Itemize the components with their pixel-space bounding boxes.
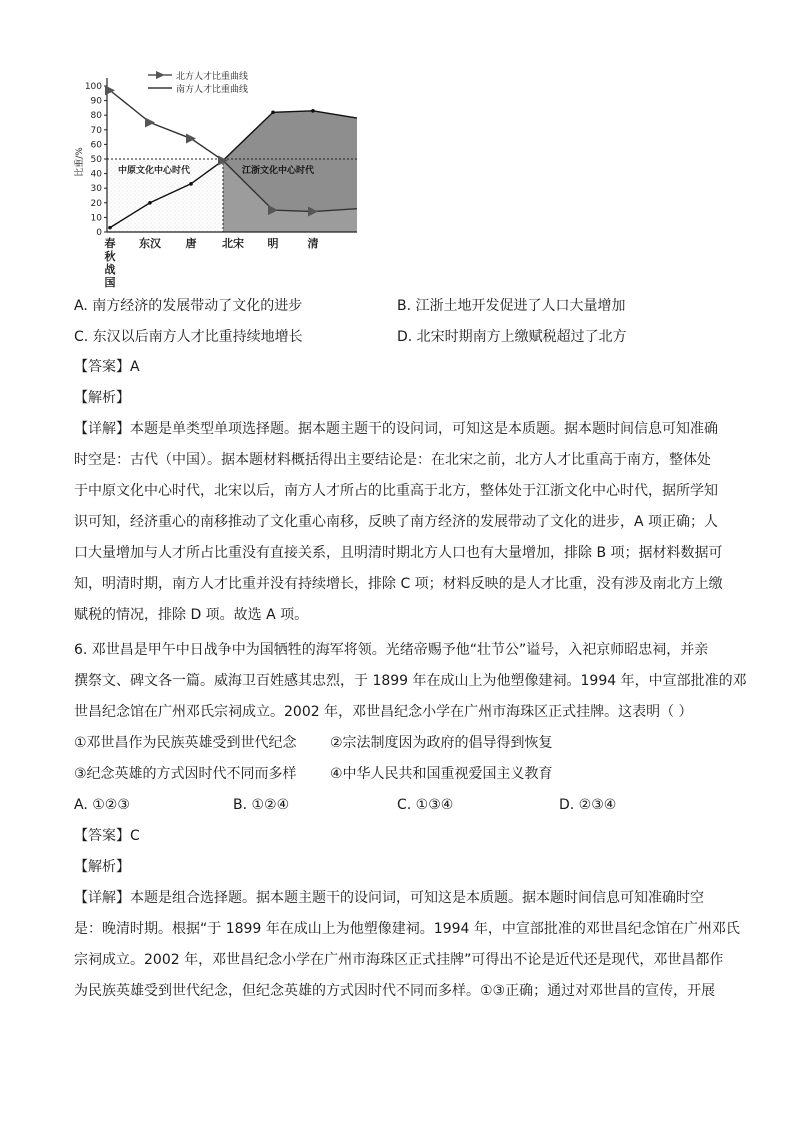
x-tick-label: 明 xyxy=(267,237,279,250)
legend-south-label: 南方人才比重曲线 xyxy=(176,85,249,95)
q5-option-a: A. 南方经济的发展带动了文化的进步 xyxy=(74,298,303,314)
y-tick-label: 90 xyxy=(90,96,102,107)
q5-detail-line: 知，明清时期，南方人才比重并没有持续增长，排除 C 项；材料反映的是人才比重，没有涉及南北方上缴 xyxy=(74,576,723,592)
talent-ratio-chart xyxy=(70,62,370,294)
q6-item-2: ②宗法制度因为政府的倡导得到恢复 xyxy=(330,735,553,751)
q6-stem-line: 世昌纪念馆在广州邓氏宗祠成立。2002 年，邓世昌纪念小学在广州市海珠区正式挂牌。这表明（ ） xyxy=(74,704,693,720)
q5-detail-line: 【详解】本题是单类型单项选择题。据本题主题干的设问词，可知这是本质题。据本题时间信息可知准确 xyxy=(74,421,718,437)
q5-option-c: C. 东汉以后南方人才比重持续地增长 xyxy=(74,329,303,345)
q5-answer: 【答案】A xyxy=(74,359,140,375)
x-tick-label: 北宋 xyxy=(222,237,244,250)
y-tick-label: 50 xyxy=(90,155,102,165)
y-tick-label: 40 xyxy=(90,169,102,180)
y-tick-label: 30 xyxy=(90,184,102,195)
south-point xyxy=(148,201,152,205)
x-tick-label: 清 xyxy=(307,237,319,250)
north-point xyxy=(145,118,155,128)
q6-item-4: ④中华人民共和国重视爱国主义教育 xyxy=(330,766,553,782)
q5-option-d: D. 北宋时期南方上缴赋税超过了北方 xyxy=(397,329,627,345)
legend-north-marker xyxy=(156,71,165,79)
q5-detail-line: 口大量增加与人才所占比重没有直接关系，且明清时期北方人口也有大量增加，排除 B 项；据材料数据可 xyxy=(74,545,723,561)
y-axis-label: 比重/% xyxy=(75,147,85,177)
q6-detail-line: 宗祠成立。2002 年，邓世昌纪念小学在广州市海珠区正式挂牌”可得出不论是近代还是现代，邓世昌都作 xyxy=(74,952,724,968)
y-tick-label: 0 xyxy=(96,228,102,238)
q5-detail-line: 时空是：古代（中国）。据本题材料概括得出主要结论是：在北宋之前，北方人才比重高于南方，整体处 xyxy=(74,452,711,468)
south-point xyxy=(311,109,315,113)
legend-north-label: 北方人才比重曲线 xyxy=(176,72,249,82)
q6-item-3: ③纪念英雄的方式因时代不同而多样 xyxy=(74,766,297,782)
y-tick-label: 70 xyxy=(90,125,102,136)
q6-option-a: A. ①②③ xyxy=(74,797,130,813)
y-tick-label: 60 xyxy=(90,140,102,151)
q6-analysis-label: 【解析】 xyxy=(74,859,130,875)
left-region-label: 中原文化中心时代 xyxy=(118,166,191,176)
q6-item-1: ①邓世昌作为民族英雄受到世代纪念 xyxy=(74,735,297,751)
right-region-label: 江浙文化中心时代 xyxy=(242,166,315,176)
y-tick-label: 20 xyxy=(90,198,102,209)
north-point xyxy=(186,134,196,144)
q6-option-d: D. ②③④ xyxy=(559,797,617,813)
y-tick-label: 100 xyxy=(84,82,102,92)
y-tick-label: 80 xyxy=(90,111,102,122)
q6-detail-line: 【详解】本题是组合选择题。据本题主题干的设问词，可知这是本质题。据本题时间信息可知准确时空 xyxy=(74,890,704,906)
q6-answer: 【答案】C xyxy=(74,828,140,844)
x-tick-label: 国 xyxy=(104,276,116,289)
q6-stem-line: 撰祭文、碑文各一篇。威海卫百姓感其忠烈，于 1899 年在成山上为他塑像建祠。1994 年，中宣部批准的邓 xyxy=(74,673,747,689)
q5-detail-line: 识可知，经济重心的南移推动了文化重心南移，反映了南方经济的发展带动了文化的进步，A 项正确；人 xyxy=(74,514,719,530)
q5-detail-line: 于中原文化中心时代，北宋以后，南方人才所占的比重高于北方，整体处于江浙文化中心时代，据所学知 xyxy=(74,483,718,499)
q6-detail-line: 是：晚清时期。根据“于 1899 年在成山上为他塑像建祠。1994 年，中宣部批准的邓世昌纪念馆在广州邓氏 xyxy=(74,921,740,937)
q6-option-b: B. ①②④ xyxy=(233,797,290,813)
south-point xyxy=(189,182,193,186)
south-point xyxy=(271,110,275,114)
q6-stem-line: 6. 邓世昌是甲午中日战争中为国牺牲的海军将领。光绪帝赐予他“壮节公”谥号，入祀京师昭忠祠，并亲 xyxy=(74,642,709,658)
x-tick-label: 唐 xyxy=(185,237,197,250)
q6-option-c: C. ①③④ xyxy=(397,797,454,813)
x-tick-label: 秋 xyxy=(104,250,116,263)
x-tick-label: 春 xyxy=(104,237,116,250)
x-tick-label: 战 xyxy=(104,263,116,276)
x-tick-label: 东汉 xyxy=(139,237,161,250)
south-point xyxy=(108,226,112,230)
q6-detail-line: 为民族英雄受到世代纪念，但纪念英雄的方式因时代不同而多样。①③正确；通过对邓世昌的宣传，开展 xyxy=(74,983,716,999)
q5-detail-line: 赋税的情况，排除 D 项。故选 A 项。 xyxy=(74,607,309,623)
q5-analysis-label: 【解析】 xyxy=(74,390,130,406)
q5-option-b: B. 江浙土地开发促进了人口大量增加 xyxy=(397,298,626,314)
y-tick-label: 10 xyxy=(90,213,102,224)
